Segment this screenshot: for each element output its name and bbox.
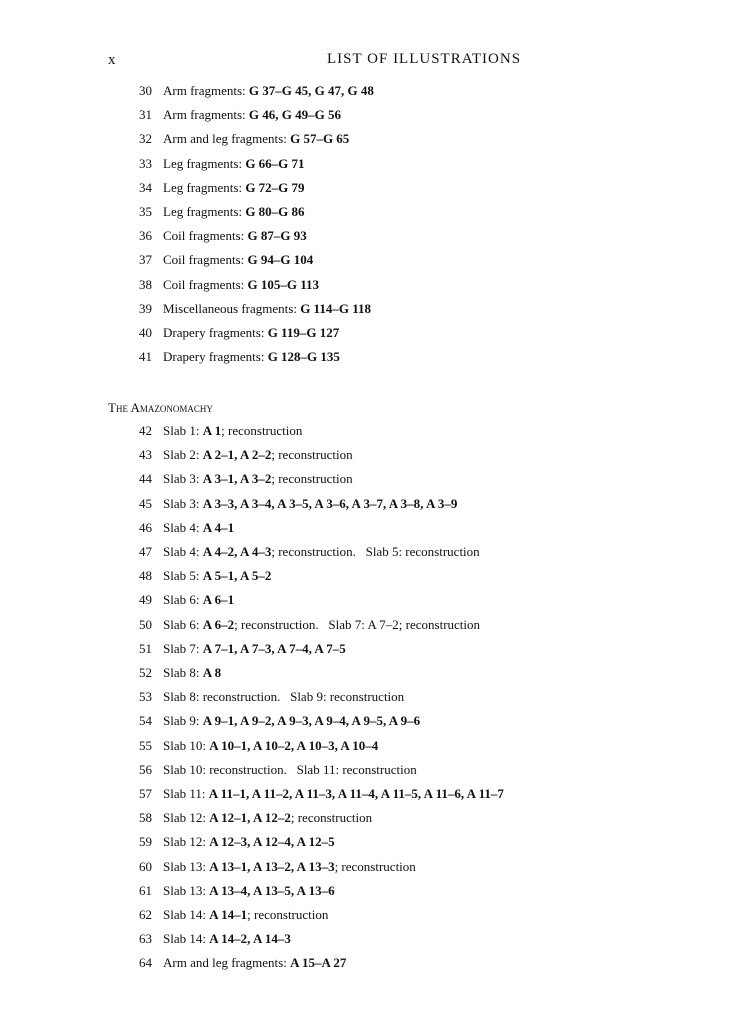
plate-number: 56	[139, 761, 152, 777]
catalogue-reference: G 114–G 118	[300, 300, 371, 316]
catalogue-reference: A 4–2, A 4–3	[202, 544, 272, 559]
section-heading: The Amazonomachy	[108, 400, 213, 415]
catalogue-reference: A 13–1, A 13–2, A 13–3	[209, 858, 335, 874]
plate-number: 30	[139, 83, 152, 98]
caption-label: Slab 8: reconstruction. Slab 9: reconstruction	[163, 689, 405, 705]
plate-caption	[163, 275, 319, 295]
caption-label: Slab 2:	[163, 447, 203, 463]
catalogue-reference: A 3–3, A 3–4, A 3–5, A 3–6, A 3–7, A 3–8, A 3–9	[202, 495, 458, 511]
plate-caption	[163, 469, 353, 489]
caption-label: Arm fragments:	[163, 83, 249, 98]
plate-number: 48	[139, 568, 152, 584]
plate-number: 42	[139, 423, 152, 438]
plate-caption	[163, 929, 291, 949]
catalogue-reference: A 10–1, A 10–2, A 10–3, A 10–4	[209, 737, 379, 753]
catalogue-reference: A 3–1, A 3–2	[202, 471, 272, 487]
plate-number: 52	[139, 665, 152, 680]
caption-suffix: ; reconstruction	[271, 471, 353, 487]
plate-caption	[163, 542, 480, 562]
catalogue-reference: G 72–G 79	[245, 179, 305, 195]
caption-label: Slab 10: reconstruction. Slab 11: reconstruction	[163, 761, 417, 777]
caption-label: Slab 12:	[163, 810, 210, 826]
caption-label: Slab 6:	[163, 616, 203, 632]
plate-caption	[163, 857, 416, 877]
plate-caption	[163, 590, 234, 610]
caption-label: Slab 10:	[163, 737, 210, 753]
plate-number: 35	[139, 204, 152, 219]
plate-caption	[163, 760, 417, 780]
catalogue-reference: G 128–G 135	[267, 349, 340, 365]
plate-caption	[163, 711, 420, 731]
caption-suffix: ; reconstruction	[290, 810, 373, 826]
caption-label: Slab 13:	[163, 858, 210, 874]
plate-caption	[163, 736, 378, 756]
caption-label: Slab 5:	[163, 568, 203, 584]
catalogue-reference: A 5–1, A 5–2	[202, 568, 272, 584]
caption-label: Miscellaneous fragments:	[163, 300, 301, 316]
plate-number: 49	[139, 592, 152, 608]
plate-caption	[163, 421, 302, 441]
plate-number: 57	[139, 786, 152, 801]
plate-number: 40	[139, 325, 152, 340]
caption-label: Drapery fragments:	[163, 349, 268, 365]
plate-caption	[163, 347, 340, 367]
plate-number: 44	[139, 471, 152, 487]
caption-label: Slab 7:	[163, 640, 203, 656]
plate-number: 50	[139, 616, 152, 632]
plate-number: 64	[139, 955, 152, 971]
catalogue-reference: A 6–2	[202, 616, 235, 632]
plate-caption	[163, 566, 271, 586]
plate-number: 51	[139, 640, 152, 656]
plate-number: 47	[139, 544, 152, 559]
plate-caption	[163, 832, 335, 852]
caption-label: Coil fragments:	[163, 276, 248, 292]
plate-number: 43	[139, 447, 152, 463]
catalogue-reference: G 37–G 45, G 47, G 48	[248, 83, 374, 98]
plate-caption	[163, 687, 404, 707]
plate-caption	[163, 663, 221, 683]
plate-caption	[163, 494, 457, 514]
plate-caption	[163, 105, 341, 125]
caption-label: Slab 4:	[163, 519, 203, 535]
plate-caption	[163, 784, 504, 804]
caption-suffix: ; reconstruction	[221, 423, 303, 438]
plate-number: 45	[139, 495, 152, 511]
plate-number: 41	[139, 349, 152, 365]
plate-caption	[163, 953, 346, 973]
plate-caption	[163, 323, 339, 343]
catalogue-reference: G 105–G 113	[247, 276, 320, 292]
plate-number: 34	[139, 179, 152, 195]
plate-number: 58	[139, 810, 152, 826]
plate-caption	[163, 905, 328, 925]
caption-suffix: ; reconstruction. Slab 5: reconstruction	[271, 544, 480, 559]
plate-number: 36	[139, 228, 152, 244]
caption-label: Slab 12:	[163, 834, 210, 850]
page-number: x	[108, 52, 116, 68]
plate-number: 32	[139, 131, 152, 147]
caption-label: Arm and leg fragments:	[163, 131, 291, 147]
plate-number: 38	[139, 276, 152, 292]
catalogue-reference: G 94–G 104	[247, 252, 314, 268]
caption-label: Coil fragments:	[163, 228, 248, 244]
catalogue-reference: A 11–1, A 11–2, A 11–3, A 11–4, A 11–5, A 11–6, A 11–7	[208, 786, 504, 801]
caption-label: Slab 9:	[163, 713, 203, 729]
caption-label: Arm and leg fragments:	[163, 955, 291, 971]
plate-caption	[163, 445, 353, 465]
catalogue-reference: A 14–1	[209, 907, 248, 922]
catalogue-reference: A 12–1, A 12–2	[209, 810, 291, 826]
catalogue-reference: G 66–G 71	[245, 155, 305, 171]
plate-caption	[163, 129, 349, 149]
catalogue-reference: A 14–2, A 14–3	[209, 931, 291, 947]
caption-label: Slab 4:	[163, 544, 203, 559]
plate-caption	[163, 639, 346, 659]
plate-caption	[163, 615, 480, 635]
caption-label: Slab 3:	[163, 471, 203, 487]
caption-label: Leg fragments:	[163, 204, 246, 219]
plate-number: 54	[139, 713, 152, 729]
plate-number: 60	[139, 858, 152, 874]
caption-label: Slab 1:	[163, 423, 203, 438]
caption-suffix: ; reconstruction	[247, 907, 329, 922]
catalogue-reference: A 2–1, A 2–2	[202, 447, 272, 463]
catalogue-reference: A 4–1	[202, 519, 235, 535]
catalogue-reference: A 1	[202, 423, 222, 438]
catalogue-reference: A 9–1, A 9–2, A 9–3, A 9–4, A 9–5, A 9–6	[202, 713, 421, 729]
caption-label: Slab 13:	[163, 882, 210, 898]
plate-caption	[163, 250, 313, 270]
running-head-title: LIST OF ILLUSTRATIONS	[327, 51, 522, 67]
plate-number: 37	[139, 252, 152, 268]
catalogue-reference: A 7–1, A 7–3, A 7–4, A 7–5	[202, 640, 346, 656]
caption-label: Arm fragments:	[163, 107, 249, 123]
caption-suffix: ; reconstruction	[334, 858, 416, 874]
caption-suffix: ; reconstruction	[271, 447, 353, 463]
caption-label: Slab 11:	[163, 786, 209, 801]
catalogue-reference: G 46, G 49–G 56	[248, 107, 342, 123]
plate-number: 33	[139, 155, 152, 171]
catalogue-reference: A 6–1	[202, 592, 235, 608]
plate-number: 46	[139, 519, 152, 535]
caption-label: Slab 6:	[163, 592, 203, 608]
catalogue-reference: G 87–G 93	[247, 228, 307, 244]
plate-number: 62	[139, 907, 152, 922]
caption-label: Leg fragments:	[163, 155, 246, 171]
caption-label: Drapery fragments:	[163, 325, 268, 340]
caption-label: Leg fragments:	[163, 179, 246, 195]
plate-caption	[163, 178, 305, 198]
plate-caption	[163, 518, 234, 538]
plate-number: 53	[139, 689, 152, 705]
plate-caption	[163, 226, 307, 246]
caption-label: Coil fragments:	[163, 252, 248, 268]
plate-caption	[163, 299, 371, 319]
plate-caption	[163, 154, 305, 174]
plate-caption	[163, 81, 374, 101]
catalogue-reference: A 15–A 27	[290, 955, 347, 971]
plate-number: 63	[139, 931, 152, 947]
plate-number: 59	[139, 834, 152, 850]
plate-caption	[163, 881, 335, 901]
plate-caption	[163, 808, 372, 828]
catalogue-reference: G 80–G 86	[245, 204, 305, 219]
caption-label: Slab 14:	[163, 931, 210, 947]
catalogue-reference: A 13–4, A 13–5, A 13–6	[209, 882, 335, 898]
caption-label: Slab 14:	[163, 907, 210, 922]
plate-number: 31	[139, 107, 152, 123]
catalogue-reference: G 119–G 127	[267, 325, 340, 340]
catalogue-reference: A 12–3, A 12–4, A 12–5	[209, 834, 335, 850]
caption-suffix: ; reconstruction. Slab 7: A 7–2; reconstruction	[234, 616, 481, 632]
plate-number: 55	[139, 737, 152, 753]
plate-number: 61	[139, 882, 152, 898]
catalogue-reference: A 8	[202, 665, 222, 680]
caption-label: Slab 3:	[163, 495, 203, 511]
plate-number: 39	[139, 300, 152, 316]
plate-caption	[163, 202, 305, 222]
catalogue-reference: G 57–G 65	[290, 131, 350, 147]
caption-label: Slab 8:	[163, 665, 203, 680]
